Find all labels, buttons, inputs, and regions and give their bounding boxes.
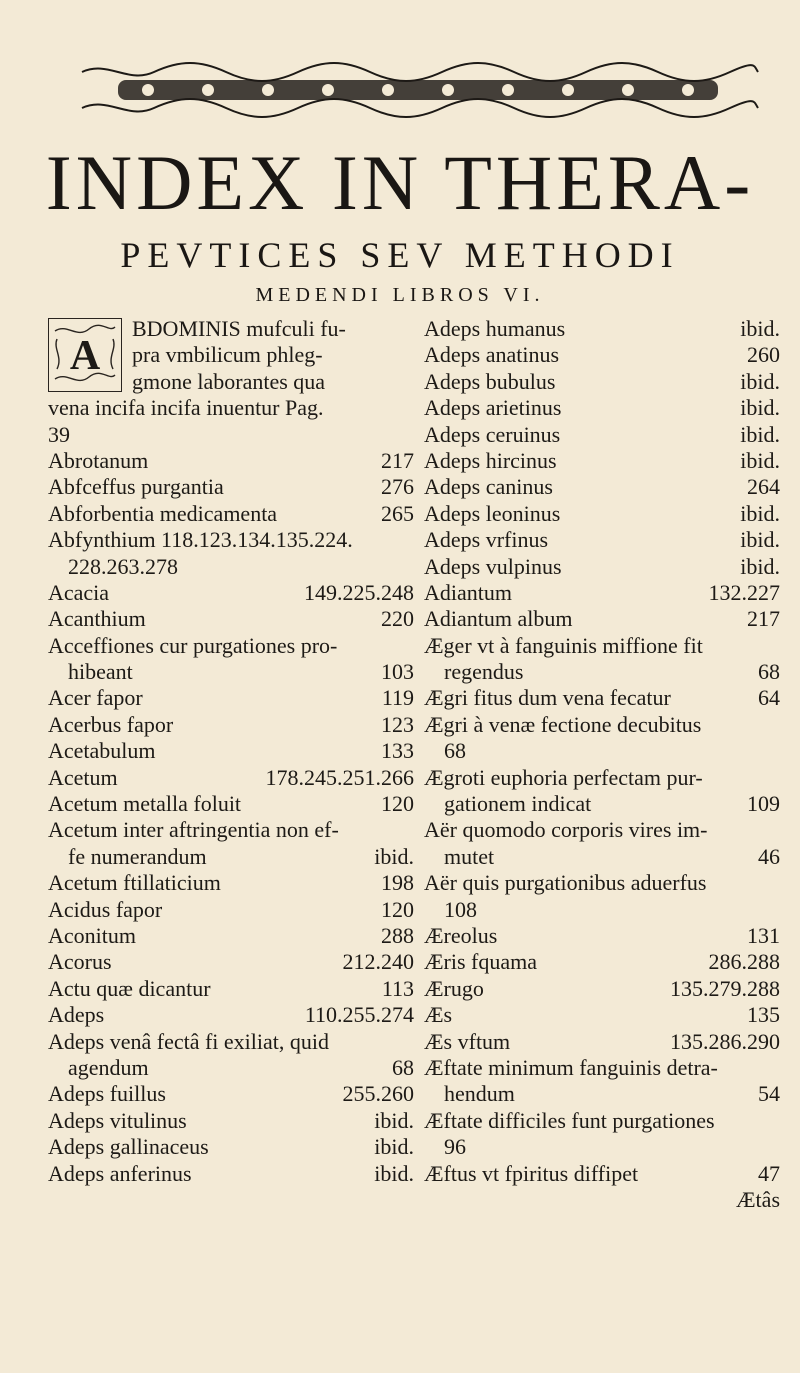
entry-term: Acetabulum (48, 738, 156, 764)
index-entry (424, 395, 780, 421)
index-entry (424, 633, 780, 659)
index-entry (48, 949, 414, 975)
entry-term: Abfceffus purgantia (48, 474, 224, 500)
entry-term: Æger vt à fanguinis miffione fit (424, 632, 703, 658)
index-entry (424, 870, 780, 896)
entry-pages: ibid. (740, 368, 780, 394)
title-line-1: INDEX IN THERA- (45, 139, 755, 226)
entry-term: Ægroti euphoria perfectam pur- (424, 764, 703, 790)
entry-term: Acceffiones cur purgationes pro- (48, 632, 338, 658)
entry-term: Acidus fapor (48, 896, 163, 922)
index-entry (48, 897, 414, 923)
index-entry (424, 448, 780, 474)
entry-pages: ibid. (374, 1160, 414, 1186)
index-entry (424, 976, 780, 1002)
entry-term: Actu quæ dicantur (48, 975, 211, 1001)
index-entry (424, 1161, 780, 1187)
entry-pages: 131 (747, 922, 780, 948)
entry-term: Acacia (48, 579, 110, 605)
entry-pages: 119 (381, 685, 414, 711)
index-entry (424, 949, 780, 975)
index-entry (48, 1161, 414, 1187)
entry-term: Ægri fitus dum vena fecatur (424, 685, 671, 711)
entry-term: 108 (444, 896, 477, 922)
entry-pages: 68 (392, 1054, 414, 1080)
entry-pages: 264 (747, 474, 780, 500)
entry-term: Adeps caninus (424, 474, 553, 500)
index-entry (48, 844, 414, 870)
entry-term: Ægri à venæ fectione decubitus (424, 711, 702, 737)
entry-pages: ibid. (740, 395, 780, 421)
index-entry (424, 738, 780, 764)
entry-term: 96 (444, 1134, 466, 1160)
entry-pages: 276 (381, 474, 414, 500)
entry-pages: 255.260 (342, 1081, 414, 1107)
entry-pages: 68 (758, 659, 780, 685)
index-entry (48, 395, 414, 421)
entry-term: Abfynthium 118.123.134.135.224. (48, 527, 353, 553)
entry-term: regendus (444, 659, 524, 685)
index-entry (424, 474, 780, 500)
entry-pages: 220 (381, 606, 414, 632)
entry-term: Adeps fuillus (48, 1081, 166, 1107)
index-entry (424, 1029, 780, 1055)
entry-pages: ibid. (374, 1107, 414, 1133)
index-entry (48, 1081, 414, 1107)
entry-pages: 212.240 (342, 949, 414, 975)
index-entry (424, 316, 780, 342)
index-entry (424, 897, 780, 923)
entry-term: Aconitum (48, 922, 136, 948)
entry-pages: 120 (381, 791, 414, 817)
entry-pages: 132.227 (708, 579, 780, 605)
ornament-band (78, 58, 762, 122)
index-entry (424, 685, 780, 711)
index-entry (424, 342, 780, 368)
entry-term: Acorus (48, 949, 112, 975)
entry-term: Adeps anatinus (424, 342, 560, 368)
entry-term: Abforbentia medicamenta (48, 500, 278, 526)
index-entry (424, 1134, 780, 1160)
entry-pages: ibid. (740, 316, 780, 341)
index-entry (48, 342, 414, 368)
entry-term: Æftate difficiles funt purgationes (424, 1107, 715, 1133)
entry-term: Ærugo (424, 975, 484, 1001)
index-entry (48, 501, 414, 527)
index-entry (48, 422, 414, 448)
index-entry (424, 580, 780, 606)
entry-pages: 217 (381, 447, 414, 473)
entry-term: Adeps (48, 1002, 105, 1028)
entry-pages: 149.225.248 (304, 579, 414, 605)
index-entry (424, 1108, 780, 1134)
entry-term: Adeps anferinus (48, 1160, 192, 1186)
index-entry (48, 712, 414, 738)
index-entry (424, 422, 780, 448)
index-entry (48, 765, 414, 791)
entry-pages: ibid. (740, 447, 780, 473)
entry-pages: 47 (758, 1160, 780, 1186)
entry-pages: 103 (381, 659, 414, 685)
entry-pages: ibid. (740, 553, 780, 579)
index-entry (48, 976, 414, 1002)
entry-term: Adeps arietinus (424, 395, 562, 421)
entry-term: Acetum ftillaticium (48, 870, 221, 896)
index-entry (424, 1081, 780, 1107)
index-entry (48, 316, 414, 342)
entry-term: 68 (444, 738, 466, 764)
index-entry (424, 844, 780, 870)
entry-pages: ibid. (740, 500, 780, 526)
entry-pages: ibid. (740, 421, 780, 447)
entry-term: hendum (444, 1081, 515, 1107)
entry-pages: 288 (381, 922, 414, 948)
entry-term: Adiantum album (424, 606, 573, 632)
entry-pages: Ætâs (736, 1186, 780, 1212)
entry-term: Adeps gallinaceus (48, 1134, 209, 1160)
entry-term: Adeps vitulinus (48, 1107, 187, 1133)
index-entry (424, 527, 780, 553)
index-entry (424, 369, 780, 395)
entry-term: mutet (444, 843, 495, 869)
entry-term: Æreolus (424, 922, 498, 948)
title-line-2: PEVTICES SEV METHODI (120, 235, 680, 275)
entry-term: Adeps hircinus (424, 447, 557, 473)
entry-pages: ibid. (374, 843, 414, 869)
index-entry (48, 606, 414, 632)
entry-term: 39 (48, 421, 70, 447)
entry-pages: 198 (381, 870, 414, 896)
entry-term: Adeps vulpinus (424, 553, 562, 579)
index-entry (48, 369, 414, 395)
entry-term: fe numerandum (68, 843, 207, 869)
index-entry (424, 765, 780, 791)
entry-pages: 217 (747, 606, 780, 632)
index-entry (48, 580, 414, 606)
index-entry (48, 659, 414, 685)
entry-term: Abrotanum (48, 447, 149, 473)
title-line-3: MEDENDI LIBROS VI. (255, 284, 545, 306)
entry-term: Aër quis purgationibus aduerfus (424, 870, 707, 896)
index-entry (48, 870, 414, 896)
entry-term: Adeps ceruinus (424, 421, 561, 447)
entry-pages: ibid. (740, 527, 780, 553)
index-entry (48, 448, 414, 474)
index-entry (48, 817, 414, 843)
entry-term: gationem indicat (444, 791, 592, 817)
entry-term: Acerbus fapor (48, 711, 174, 737)
index-entry (48, 1002, 414, 1028)
index-column-left (48, 316, 414, 1187)
index-entry (48, 1055, 414, 1081)
entry-term: BDOMINIS mufculi fu- (132, 316, 346, 341)
index-entry (424, 712, 780, 738)
drop-cap-letter: A (69, 333, 101, 379)
entry-term: 228.263.278 (68, 553, 178, 579)
entry-pages: 135.286.290 (670, 1028, 780, 1054)
index-entry (424, 791, 780, 817)
entry-pages: 109 (747, 791, 780, 817)
entry-pages: 113 (381, 975, 414, 1001)
entry-pages: 260 (747, 342, 780, 368)
index-entry (424, 923, 780, 949)
entry-term: Aër quomodo corporis vires im- (424, 817, 708, 843)
entry-pages: 54 (758, 1081, 780, 1107)
entry-term: Æftate minimum fanguinis detra- (424, 1054, 718, 1080)
index-entry (424, 501, 780, 527)
entry-term: vena incifa incifa inuentur Pag. (48, 395, 324, 421)
entry-pages: ibid. (374, 1134, 414, 1160)
entry-term: Æs vftum (424, 1028, 511, 1054)
entry-term: gmone laborantes qua (132, 368, 326, 394)
entry-pages: 46 (758, 843, 780, 869)
entry-term: Adeps humanus (424, 316, 566, 341)
entry-term: Adeps vrfinus (424, 527, 549, 553)
index-entry (424, 659, 780, 685)
entry-term: pra vmbilicum phleg- (132, 342, 323, 368)
index-entry (48, 738, 414, 764)
entry-term: Adeps bubulus (424, 368, 556, 394)
entry-pages: 135.279.288 (670, 975, 780, 1001)
entry-term: Æftus vt fpiritus diffipet (424, 1160, 639, 1186)
entry-pages: 123 (381, 711, 414, 737)
index-entry (424, 1187, 780, 1213)
index-entry (424, 1055, 780, 1081)
entry-term: Adeps venâ fectâ fi exiliat, quid (48, 1028, 330, 1054)
entry-term: Adeps leoninus (424, 500, 561, 526)
index-entry (48, 791, 414, 817)
index-entry (424, 817, 780, 843)
entry-term: agendum (68, 1054, 149, 1080)
entry-term: hibeant (68, 659, 133, 685)
index-entry (48, 474, 414, 500)
index-entry (48, 1029, 414, 1055)
index-entry (424, 606, 780, 632)
entry-term: Adiantum (424, 579, 512, 605)
entry-pages: 135 (747, 1002, 780, 1028)
entry-term: Æris fquama (424, 949, 538, 975)
entry-term: Acetum (48, 764, 118, 790)
entry-pages: 110.255.274 (304, 1002, 414, 1028)
entry-term: Æs (424, 1002, 453, 1028)
index-entry (424, 1002, 780, 1028)
entry-term: Acetum inter aftringentia non ef- (48, 817, 339, 843)
entry-pages: 178.245.251.266 (265, 764, 414, 790)
entry-pages: 133 (381, 738, 414, 764)
index-entry (48, 1108, 414, 1134)
index-column-right (424, 316, 780, 1213)
index-entry (48, 633, 414, 659)
index-entry (424, 554, 780, 580)
entry-term: Acer fapor (48, 685, 143, 711)
index-entry (48, 1134, 414, 1160)
index-entry (48, 527, 414, 553)
entry-pages: 64 (758, 685, 780, 711)
entry-term: Acetum metalla foluit (48, 791, 242, 817)
entry-pages: 286.288 (708, 949, 780, 975)
entry-pages: 265 (381, 500, 414, 526)
index-entry (48, 685, 414, 711)
entry-pages: 120 (381, 896, 414, 922)
index-entry (48, 923, 414, 949)
entry-term: Acanthium (48, 606, 146, 632)
index-entry (48, 554, 414, 580)
